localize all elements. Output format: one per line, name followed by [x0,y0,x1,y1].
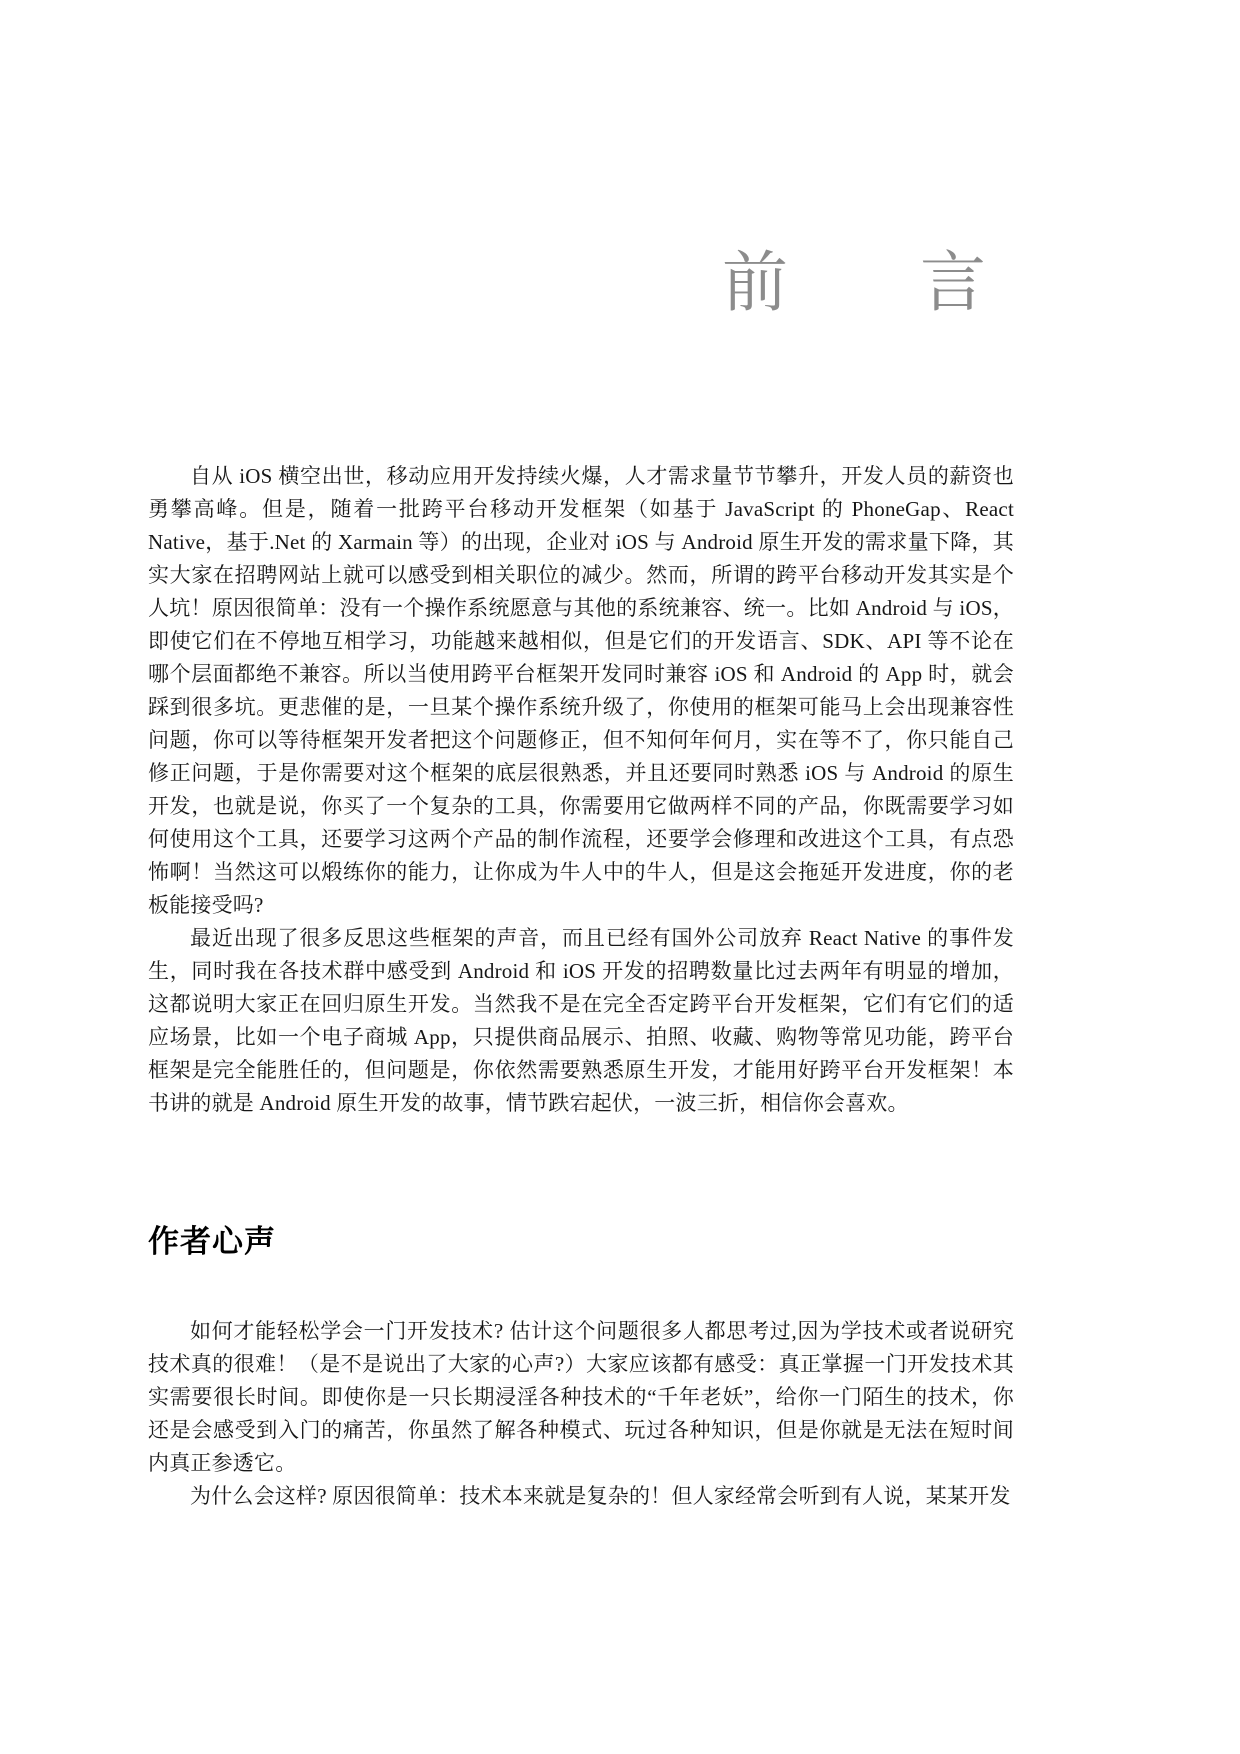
section-heading-author-voice: 作者心声 [148,1224,276,1259]
page-title: 前 言 [722,245,986,319]
section-paragraph-1: 如何才能轻松学会一门开发技术? 估计这个问题很多人都思考过,因为学技术或者说研究技术真的很难！（是不是说出了大家的心声?）大家应该都有感受：真正掌握一门开发技术其实需要很长时间。即使你是一只长期浸淫各种技术的“千年老妖”，给你一门陌生的技术，你还是会感受到入门的痛苦，你虽然了解各种模式、玩过各种知识，但是你就是无法在短时间内真正参透它。 [148,1319,1014,1475]
page-content [148,460,1014,1513]
section-paragraph-2: 为什么会这样? 原因很简单：技术本来就是复杂的！但人家经常会听到有人说，某某开发 [190,1484,1011,1508]
intro-paragraph-1: 自从 iOS 横空出世，移动应用开发持续火爆，人才需求量节节攀升，开发人员的薪资也勇攀高峰。但是，随着一批跨平台移动开发框架（如基于 JavaScript 的 PhoneGap、React Native，基于.Net 的 Xarmain 等）的出现，企业对 iOS 与 Android 原生开发的需求量下降，其实大家在招聘网站上就可以感受到相关职位的减少。然而，所谓的跨平台移动开发其实是个人坑！原因很简单：没有一个操作系统愿意与其他的系统兼容、统一。比如 Android 与 iOS，即使它们在不停地互相学习，功能越来越相似，但是它们的开发语言、SDK、API 等不论在哪个层面都绝不兼容。所以当使用跨平台框架开发同时兼容 iOS 和 Android 的 App 时，就会踩到很多坑。更悲催的是，一旦某个操作系统升级了，你使用的框架可能马上会出现兼容性问题，你可以等待框架开发者把这个问题修正，但不知何年何月，实在等不了，你只能自己修正问题，于是你需要对这个框架的底层很熟悉，并且还要同时熟悉 iOS 与 Android 的原生开发，也就是说，你买了一个复杂的工具，你需要用它做两样不同的产品，你既需要学习如何使用这个工具，还要学习这两个产品的制作流程，还要学会修理和改进这个工具，有点恐怖啊！当然这可以煅练你的能力，让你成为牛人中的牛人，但是这会拖延开发进度，你的老板能接受吗? [148,464,1014,917]
intro-paragraph-2: 最近出现了很多反思这些框架的声音，而且已经有国外公司放弃 React Native 的事件发生，同时我在各技术群中感受到 Android 和 iOS 开发的招聘数量比过去两年有明显的增加，这都说明大家正在回归原生开发。当然我不是在完全否定跨平台开发框架，它们有它们的适应场景，比如一个电子商城 App，只提供商品展示、拍照、收藏、购物等常见功能，跨平台框架是完全能胜任的，但问题是，你依然需要熟悉原生开发，才能用好跨平台开发框架！本书讲的就是 Android 原生开发的故事，情节跌宕起伏，一波三折，相信你会喜欢。 [148,926,1014,1115]
